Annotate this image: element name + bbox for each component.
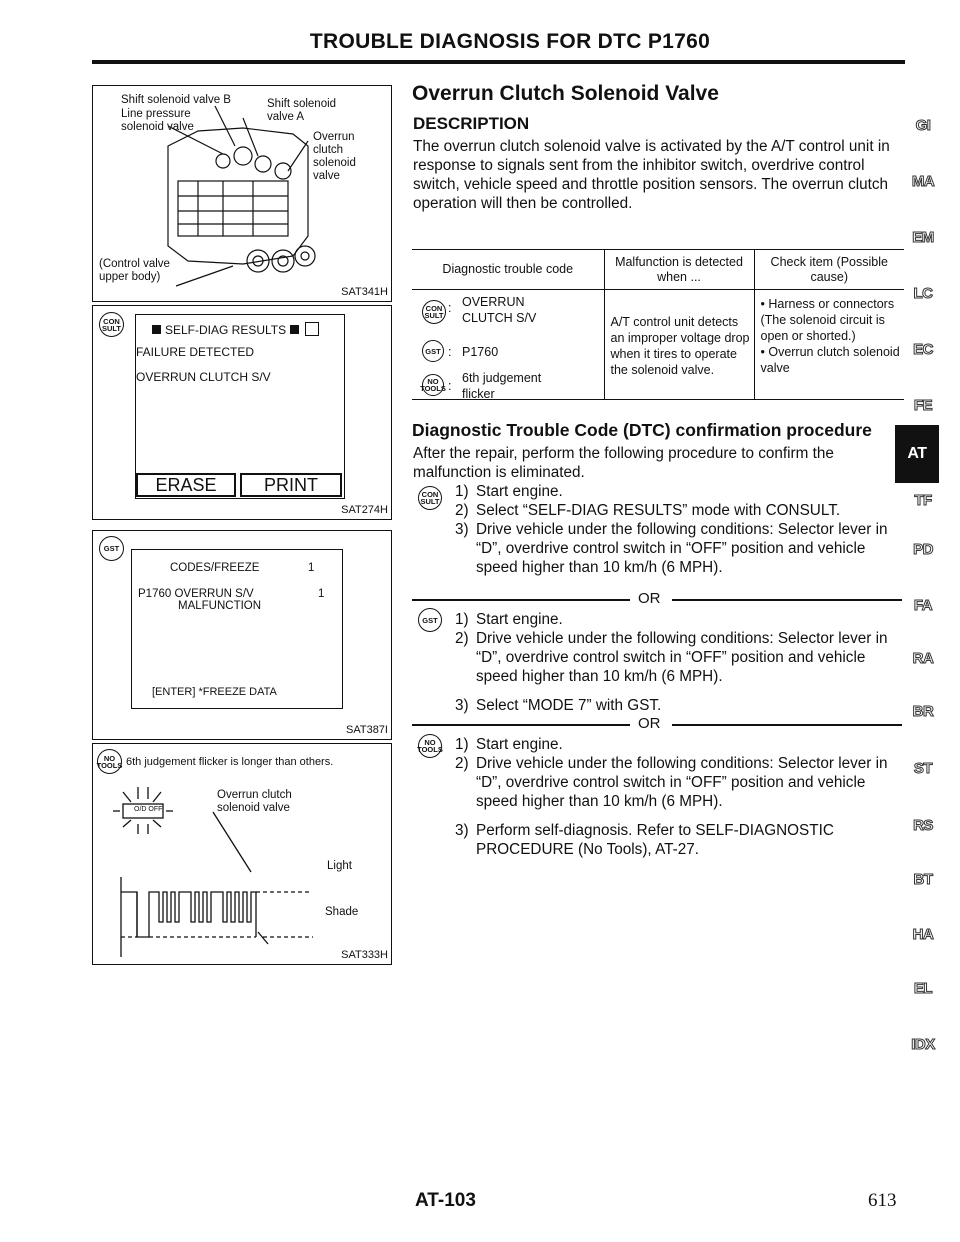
- label-overrun-3: solenoid: [313, 157, 356, 169]
- code-cell-body: [418, 295, 600, 401]
- consult-icon: CON SULT: [99, 312, 124, 337]
- or-rule: [672, 599, 902, 601]
- square-bullet-icon: [290, 325, 299, 334]
- index-tab-lc[interactable]: LC: [913, 285, 933, 302]
- page-code: AT-103: [415, 1190, 476, 1211]
- code-colon: :: [448, 345, 452, 359]
- print-button[interactable]: PRINT: [240, 473, 342, 497]
- square-bullet-icon: [152, 325, 161, 334]
- index-tab-ma[interactable]: MA: [911, 173, 935, 190]
- no-tools-icon: NO TOOLS: [418, 734, 442, 758]
- step-text: Perform self-diagnosis. Refer to SELF-DIAGNOSTIC PROCEDURE (No Tools), AT-27.: [476, 822, 834, 858]
- light-label: Light: [327, 860, 352, 872]
- step-number: 2): [455, 502, 469, 519]
- pointer-label-2: solenoid valve: [217, 802, 290, 814]
- od-off-lamp: O/D OFF: [134, 806, 163, 813]
- dtc-line: P1760 OVERRUN S/V: [138, 588, 254, 600]
- consult-display: [135, 314, 345, 499]
- self-diag-title: SELF-DIAG RESULTS: [165, 323, 287, 337]
- index-tab-rs[interactable]: RS: [913, 817, 933, 834]
- step-text: Select “SELF-DIAG RESULTS” mode with CONSULT.: [476, 502, 841, 519]
- or-rule: [412, 599, 630, 601]
- or-divider: [412, 715, 902, 735]
- step-number: 3): [455, 697, 469, 714]
- procedure-title: Diagnostic Trouble Code (DTC) confirmation procedure: [412, 420, 872, 440]
- or-rule: [412, 724, 630, 726]
- index-tab-tf[interactable]: TF: [914, 492, 932, 509]
- no-tools-icon: NO TOOLS: [422, 374, 444, 396]
- check-cell: [754, 290, 904, 400]
- step-text: Drive vehicle under the following conditions: Selector lever in “D”, overdrive control switch in “OFF” position and vehicle speed higher than 10 km/h (6 MPH).: [476, 521, 888, 576]
- col-header-code: Diagnostic trouble code: [412, 250, 604, 290]
- consult-icon: CON SULT: [422, 300, 446, 324]
- code-consult: OVERRUN CLUTCH S/V: [462, 295, 537, 325]
- failure-item: OVERRUN CLUTCH S/V: [136, 370, 271, 384]
- figure-code: SAT333H: [341, 949, 388, 961]
- self-diag-title-row: [152, 322, 319, 337]
- label-line-pressure: Line pressure: [121, 108, 191, 120]
- description-heading: DESCRIPTION: [413, 114, 530, 133]
- code-notools: 6th judgement flicker: [462, 371, 542, 401]
- label-shift-a-2: valve A: [267, 111, 305, 123]
- description-text: The overrun clutch solenoid valve is activated by the A/T control unit in response to signals sent from the inhibitor switch, overdrive control switch, vehicle speed and throttle position sensors. The overrun clutch operation will then be controlled.: [413, 138, 890, 212]
- index-tab-ec[interactable]: EC: [913, 341, 933, 358]
- section-title: Overrun Clutch Solenoid Valve: [412, 82, 719, 105]
- consult-icon: CON SULT: [418, 486, 442, 510]
- index-tab-ha[interactable]: HA: [912, 926, 934, 943]
- index-tab-el[interactable]: EL: [913, 980, 933, 997]
- check-item: • Harness or connectors (The solenoid circuit is open or shorted.): [760, 297, 895, 343]
- or-divider: [412, 590, 902, 610]
- title-rule: [92, 60, 905, 64]
- step-text: Select “MODE 7” with GST.: [476, 697, 662, 714]
- step-number: 3): [455, 521, 469, 538]
- label-overrun-4: valve: [313, 170, 340, 182]
- code-colon: :: [448, 379, 452, 393]
- codes-freeze-label: CODES/FREEZE: [170, 562, 260, 574]
- valve-diagram-figure: [92, 85, 392, 302]
- check-item: • Overrun clutch solenoid valve: [760, 345, 900, 375]
- gst-footer: [ENTER] *FREEZE DATA: [152, 686, 277, 698]
- index-tab-bt[interactable]: BT: [913, 871, 933, 888]
- page-title: TROUBLE DIAGNOSIS FOR DTC P1760: [309, 30, 711, 53]
- label-shift-b: Shift solenoid valve B: [121, 94, 231, 106]
- flicker-caption: 6th judgement flicker is longer than others.: [126, 756, 334, 768]
- procedure-intro: After the repair, perform the following procedure to confirm the malfunction is eliminated.: [413, 445, 834, 481]
- failure-status: FAILURE DETECTED: [136, 345, 255, 359]
- malfunction-cell: A/T control unit detects an improper voltage drop when it tires to operate the solenoid valve.: [604, 290, 754, 400]
- gst-display: [131, 549, 343, 709]
- codes-freeze-count: 1: [308, 562, 315, 574]
- step-number: 2): [455, 630, 469, 647]
- code-cell: [412, 290, 604, 400]
- or-label: OR: [638, 590, 661, 607]
- dtc-count: 1: [318, 588, 325, 600]
- index-tab-br[interactable]: BR: [912, 703, 934, 720]
- label-control-1: (Control valve: [99, 258, 170, 270]
- label-control-2: upper body): [99, 271, 161, 283]
- figure-code: SAT387I: [346, 724, 388, 736]
- figure-code: SAT274H: [341, 504, 388, 516]
- figure-code: SAT341H: [341, 286, 388, 298]
- col-header-check: Check item (Possible cause): [754, 250, 904, 290]
- index-tab-at[interactable]: AT: [895, 425, 939, 483]
- index-tab-ra[interactable]: RA: [912, 650, 934, 667]
- label-line-pressure-2: solenoid valve: [121, 121, 194, 133]
- step-text: Drive vehicle under the following conditions: Selector lever in “D”, overdrive control switch in “OFF” position and vehicle speed higher than 10 km/h (6 MPH).: [476, 755, 888, 810]
- gst-icon: GST: [422, 340, 444, 362]
- index-tab-pd[interactable]: PD: [913, 541, 933, 558]
- erase-button[interactable]: ERASE: [136, 473, 236, 497]
- step-number: 3): [455, 822, 469, 839]
- step-text: Start engine.: [476, 736, 563, 753]
- page-number: 613: [868, 1190, 897, 1211]
- index-tab-fe[interactable]: FE: [913, 397, 933, 414]
- step-number: 1): [455, 611, 469, 628]
- index-tab-idx[interactable]: IDX: [911, 1036, 935, 1053]
- flicker-figure: [92, 743, 392, 965]
- code-colon: :: [448, 301, 452, 315]
- step-number: 1): [455, 736, 469, 753]
- gst-icon: GST: [418, 608, 442, 632]
- step-text: Drive vehicle under the following conditions: Selector lever in “D”, overdrive control switch in “OFF” position and vehicle speed higher than 10 km/h (6 MPH).: [476, 630, 888, 685]
- gst-screen-figure: [92, 530, 392, 740]
- index-tab-st[interactable]: ST: [913, 760, 933, 777]
- consult-screen-figure: [92, 305, 392, 520]
- label-overrun-2: clutch: [313, 144, 344, 156]
- shade-label: Shade: [325, 906, 359, 918]
- index-tab-fa[interactable]: FA: [913, 597, 933, 614]
- step-text: Start engine.: [476, 611, 563, 628]
- no-tools-icon: NO TOOLS: [97, 749, 122, 774]
- or-rule: [672, 724, 902, 726]
- step-text: Start engine.: [476, 483, 563, 500]
- label-overrun-1: Overrun: [313, 131, 355, 143]
- step-number: 1): [455, 483, 469, 500]
- dtc-table: [412, 249, 904, 400]
- dtc-line-2: MALFUNCTION: [178, 600, 262, 612]
- or-label: OR: [638, 715, 661, 732]
- index-tab-gi[interactable]: GI: [915, 117, 931, 134]
- code-gst: P1760: [462, 345, 499, 359]
- checkbox-icon: [305, 322, 319, 336]
- label-shift-a: Shift solenoid: [267, 98, 337, 110]
- step-number: 2): [455, 755, 469, 772]
- gst-icon: GST: [99, 536, 124, 561]
- index-tab-em[interactable]: EM: [912, 229, 934, 246]
- pointer-label-1: Overrun clutch: [217, 789, 292, 801]
- col-header-malfunction: Malfunction is detected when ...: [604, 250, 754, 290]
